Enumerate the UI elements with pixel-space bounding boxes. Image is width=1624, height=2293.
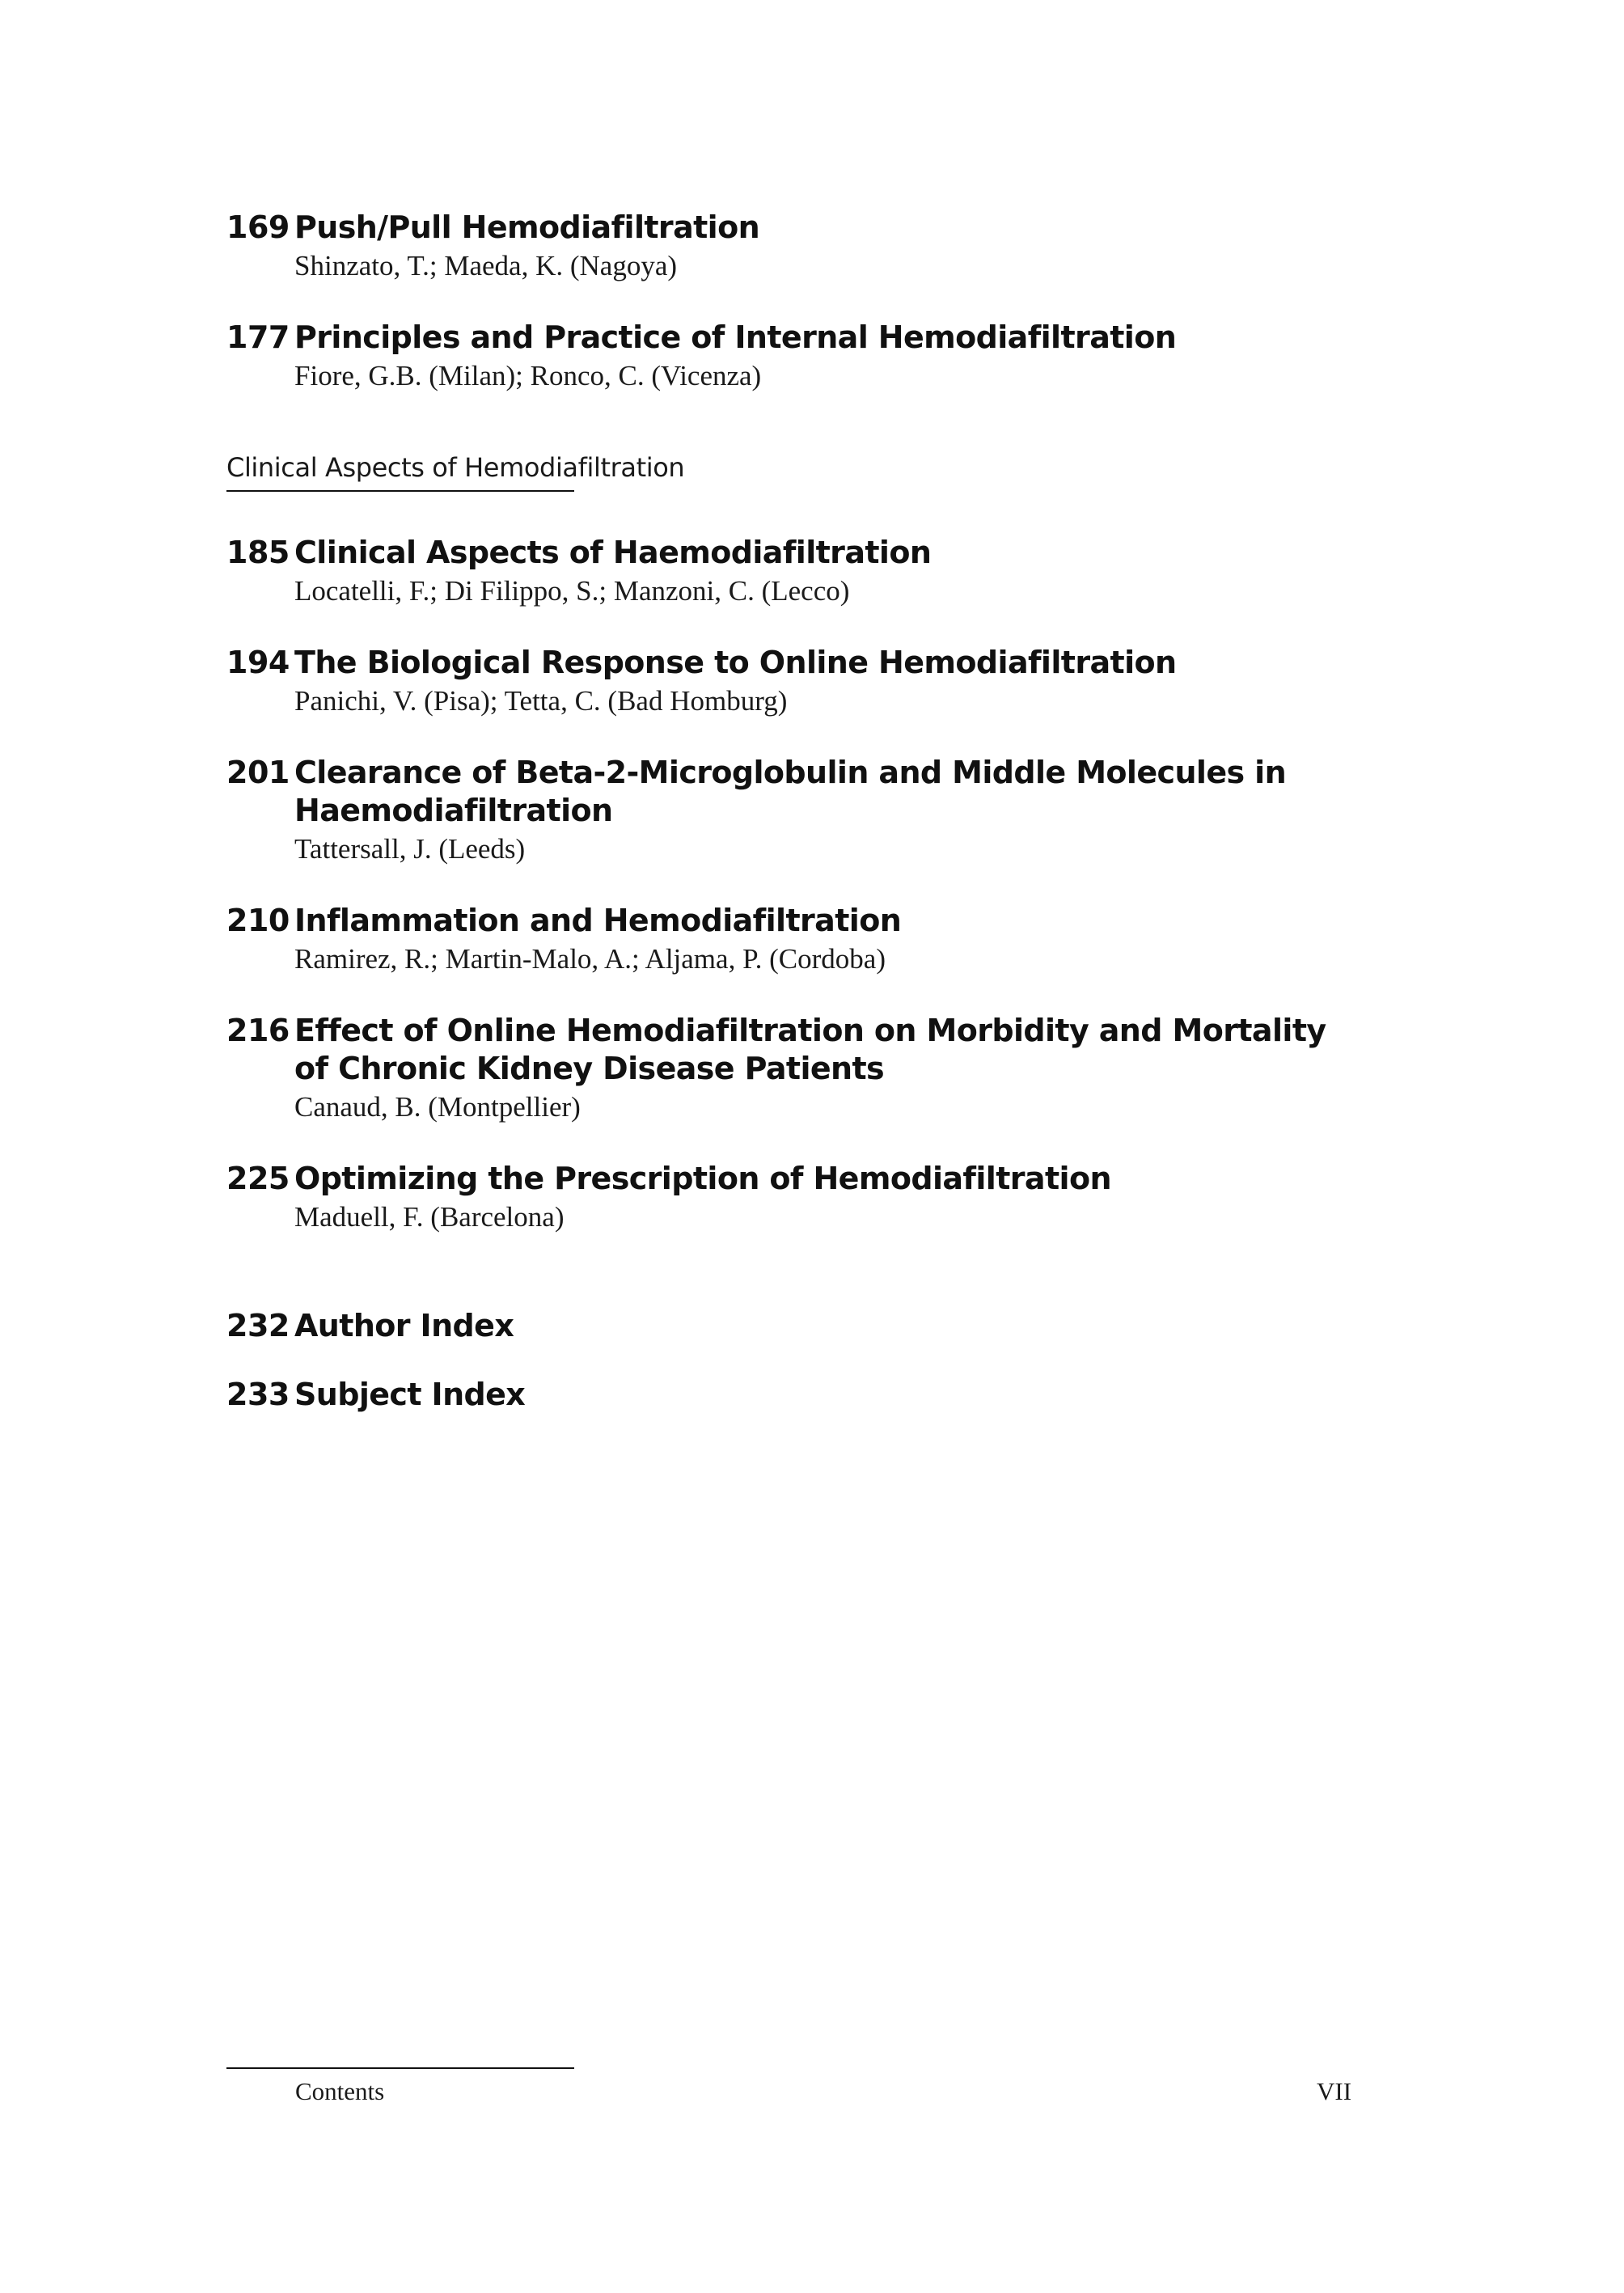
- toc-authors: Canaud, B. (Montpellier): [294, 1091, 581, 1123]
- table-of-contents: [226, 209, 1359, 1414]
- toc-entry-body: [294, 319, 1359, 395]
- toc-authors: Panichi, V. (Pisa); Tetta, C. (Bad Homburg): [294, 685, 788, 717]
- section-rule: [226, 490, 574, 492]
- toc-entry-body: [294, 534, 1359, 610]
- toc-authors: Ramirez, R.; Martin-Malo, A.; Aljama, P. (Cordoba): [294, 943, 886, 975]
- section-heading: [226, 451, 1359, 492]
- toc-title: Clinical Aspects of Haemodiafiltration: [294, 535, 932, 570]
- toc-page-number: 225: [226, 1161, 290, 1196]
- toc-title: Subject Index: [294, 1377, 526, 1412]
- toc-indices: [226, 1307, 1359, 1414]
- toc-entry-body: [294, 1307, 1359, 1345]
- toc-title: Author Index: [294, 1308, 514, 1343]
- toc-entry-body: [294, 902, 1359, 978]
- toc-entry-body: [294, 644, 1359, 720]
- toc-entry-body: [294, 754, 1359, 868]
- toc-page-number: 216: [226, 1013, 290, 1048]
- toc-page-number: 194: [226, 645, 290, 680]
- toc-entry: [226, 1012, 1359, 1126]
- toc-page-number: 201: [226, 755, 290, 790]
- toc-title: Optimizing the Prescription of Hemodiafiltration: [294, 1161, 1111, 1196]
- toc-authors: Locatelli, F.; Di Filippo, S.; Manzoni, C. (Lecco): [294, 575, 850, 607]
- toc-page-number: 232: [226, 1308, 290, 1343]
- toc-group-section: [226, 534, 1359, 1236]
- toc-title: Push/Pull Hemodiafiltration: [294, 209, 760, 245]
- toc-title: Clearance of Beta-2-Microglobulin and Middle Molecules in Haemodiafiltration: [294, 755, 1287, 828]
- toc-entry-index: [226, 1307, 1359, 1345]
- toc-entry-body: [294, 209, 1359, 285]
- toc-authors: Shinzato, T.; Maeda, K. (Nagoya): [294, 250, 678, 281]
- toc-entry: [226, 1160, 1359, 1236]
- toc-page-number: 169: [226, 209, 290, 245]
- toc-title: Inflammation and Hemodiafiltration: [294, 903, 902, 938]
- toc-group-top: [226, 209, 1359, 395]
- toc-entry: [226, 902, 1359, 978]
- toc-entry-body: [294, 1160, 1359, 1236]
- toc-entry: [226, 209, 1359, 285]
- toc-page-number: 185: [226, 535, 290, 570]
- section-label: Clinical Aspects of Hemodiafiltration: [226, 452, 685, 483]
- toc-entry: [226, 644, 1359, 720]
- footer-label: Contents: [295, 2077, 385, 2105]
- toc-entry: [226, 319, 1359, 395]
- toc-authors: Fiore, G.B. (Milan); Ronco, C. (Vicenza): [294, 360, 762, 391]
- toc-title: Principles and Practice of Internal Hemodiafiltration: [294, 319, 1177, 355]
- toc-authors: Maduell, F. (Barcelona): [294, 1201, 565, 1233]
- toc-entry-body: [294, 1376, 1359, 1414]
- toc-entry: [226, 534, 1359, 610]
- toc-title: Effect of Online Hemodiafiltration on Morbidity and Mortality of Chronic Kidney Disease Patients: [294, 1013, 1326, 1086]
- toc-page-number: 210: [226, 903, 290, 938]
- toc-authors: Tattersall, J. (Leeds): [294, 833, 526, 865]
- toc-entry-body: [294, 1012, 1359, 1126]
- footer-rule: [226, 2067, 574, 2069]
- toc-page-number: 233: [226, 1377, 290, 1412]
- toc-entry-index: [226, 1376, 1359, 1414]
- toc-entry: [226, 754, 1359, 868]
- footer-page-number: VII: [1317, 2077, 1352, 2105]
- toc-page-number: 177: [226, 319, 290, 355]
- toc-title: The Biological Response to Online Hemodiafiltration: [294, 645, 1177, 680]
